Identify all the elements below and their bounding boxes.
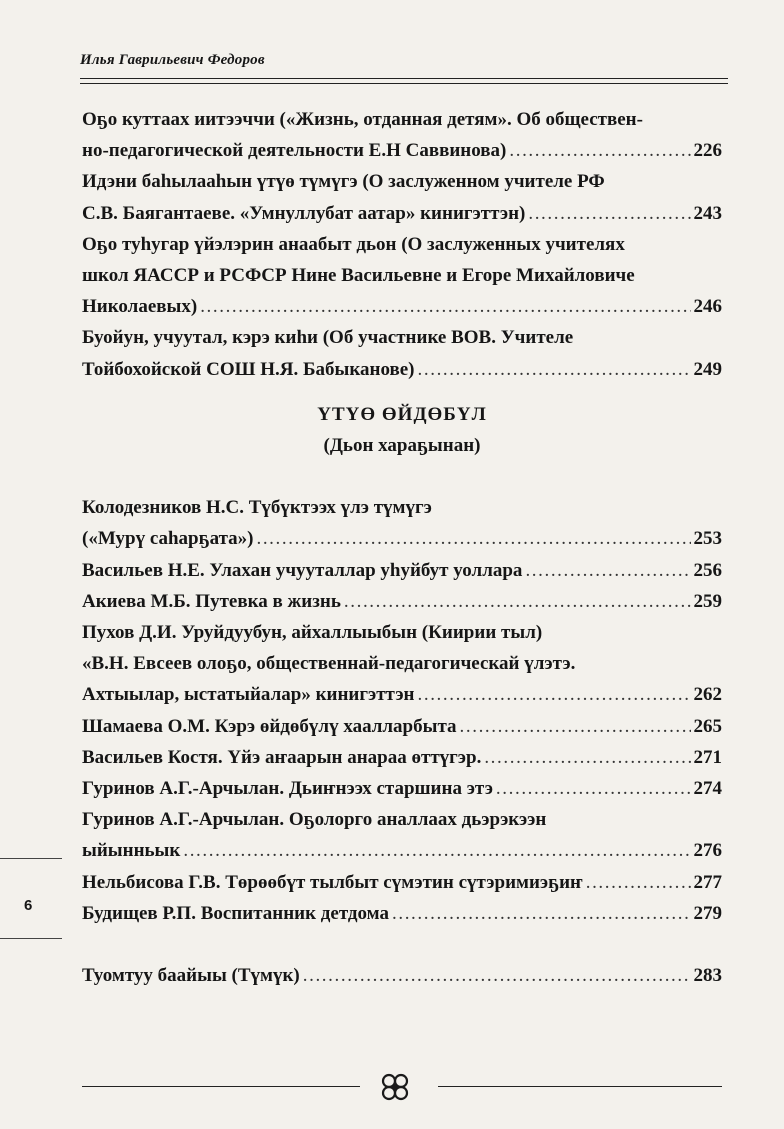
toc-entry-line: Оҕо куттаах иитээччи («Жизнь, отданная детям». Об обществен- <box>82 109 643 130</box>
toc-page-number: 243 <box>693 202 722 224</box>
toc-entry <box>82 711 722 742</box>
toc-entry-title: Васильев Костя. Үйэ аҥаарын анараа өттүгэр. <box>82 746 482 768</box>
toc-page-number: 277 <box>693 871 722 893</box>
dot-leader <box>256 523 690 554</box>
dot-leader <box>303 960 691 991</box>
toc-entry <box>82 586 722 617</box>
toc-entry-row <box>82 835 722 866</box>
toc-entry-title: ыйынньык <box>82 840 181 862</box>
toc-entry <box>82 960 722 991</box>
toc-entry-row <box>82 960 722 991</box>
toc-entry <box>82 104 722 166</box>
toc-entry-line: Колодезников Н.С. Түбүктээх үлэ түмүгэ <box>82 497 432 519</box>
toc-page-number: 279 <box>693 902 722 924</box>
toc-entry-title: Николаевых) <box>82 296 198 318</box>
toc-page-number: 256 <box>693 559 722 581</box>
footer-rule-right <box>438 1086 722 1087</box>
toc-entry <box>82 492 722 554</box>
footer-rule-left <box>82 1086 360 1087</box>
toc-entry-row <box>82 867 722 898</box>
toc-page-number: 276 <box>693 840 722 862</box>
toc-entry-line: Оҕо туһугар үйэлэрин анаабыт дьон (О заслуженных учителях <box>82 233 625 255</box>
toc-entry <box>82 898 722 929</box>
toc-entry-title: но-педагогической деятельности Е.Н Саввинова) <box>82 140 507 162</box>
toc-entry <box>82 322 722 384</box>
ornament-icon <box>380 1072 410 1102</box>
dot-leader <box>525 555 690 586</box>
toc-entry-row <box>82 898 722 929</box>
toc-page-number: 246 <box>693 296 722 318</box>
margin-rule-bottom <box>0 938 62 939</box>
toc-entry <box>82 773 722 804</box>
toc-entry-title: Акиева М.Б. Путевка в жизнь <box>82 590 341 612</box>
dot-leader <box>509 135 690 166</box>
toc-entry-line: Буойун, учуутал, кэрэ киһи (Об участнике ВОВ. Учителе <box>82 327 574 349</box>
toc-entry-line: «В.Н. Евсеев олоҕо, общественнай-педагогическай үлэтэ. <box>82 653 576 675</box>
toc-page-number: 249 <box>693 358 722 380</box>
toc-entry-row <box>82 679 722 710</box>
toc-entry-title: Тойбохойской СОШ Н.Я. Бабыканове) <box>82 358 415 380</box>
section-subtitle: (Дьон хараҕынан) <box>323 435 481 457</box>
toc-entry-line: Пухов Д.И. Уруйдуубун, айхаллыыбын (Киирии тыл) <box>82 622 543 644</box>
toc-entry-title: Будищев Р.П. Воспитанник детдома <box>82 902 389 924</box>
dot-leader <box>183 835 690 866</box>
toc-entry-row <box>82 555 722 586</box>
dot-leader <box>496 773 691 804</box>
toc-entry-title: Гуринов А.Г.-Арчылан. Дьиҥнээх старшина этэ <box>82 778 493 800</box>
toc-page-number: 283 <box>693 965 722 987</box>
toc-entry-line: Гуринов А.Г.-Арчылан. Оҕолорго аналлаах дьэрэкээн <box>82 809 547 831</box>
toc-entry-title: Туомтуу баайыы (Түмүк) <box>82 965 300 987</box>
toc-entry <box>82 867 722 898</box>
toc-entry <box>82 166 722 228</box>
toc-entry-title: Шамаева О.М. Кэрэ өйдөбүлү хаалларбыта <box>82 715 457 737</box>
toc-entry-line: школ ЯАССР и РСФСР Нине Васильевне и Егоре Михайловиче <box>82 265 635 287</box>
toc-entry-row <box>82 742 722 773</box>
header-rule-thin <box>80 83 728 84</box>
toc-page-number: 259 <box>693 590 722 612</box>
section-title: ҮТҮӨ ӨЙДӨБҮЛ <box>317 403 487 425</box>
toc-entry-row <box>82 291 722 322</box>
toc-entry-row <box>82 198 722 229</box>
dot-leader <box>528 198 690 229</box>
dot-leader <box>418 354 691 385</box>
toc-entry-title: Нельбисова Г.В. Төрөөбүт тылбыт сүмэтин сүтэримиэҕиҥ <box>82 871 583 893</box>
toc-entry-title: («Мурү саһарҕата») <box>82 528 254 550</box>
toc-entry-title: С.В. Баягантаеве. «Умнуллубат аатар» кинигэттэн) <box>82 202 526 224</box>
dot-leader <box>460 711 691 742</box>
toc-page-number: 226 <box>693 140 722 162</box>
header-rule <box>80 78 728 79</box>
toc-entry-row <box>82 523 722 554</box>
table-of-contents <box>82 104 722 991</box>
toc-entry-row <box>82 773 722 804</box>
dot-leader <box>344 586 691 617</box>
toc-entry <box>82 555 722 586</box>
page-number: 6 <box>24 897 33 914</box>
toc-entry <box>82 229 722 323</box>
toc-entry-row <box>82 135 722 166</box>
dot-leader <box>484 742 690 773</box>
dot-leader <box>200 291 690 322</box>
toc-entry-title: Ахтыылар, ыстатыйалар» кинигэттэн <box>82 684 415 706</box>
toc-entry-line: Идэни баһылааһын үтүө түмүгэ (О заслуженном учителе РФ <box>82 171 605 193</box>
toc-entry <box>82 742 722 773</box>
toc-entry-row <box>82 711 722 742</box>
spacer <box>82 929 722 960</box>
toc-entry-title: Васильев Н.Е. Улахан учууталлар уһуйбут уоллара <box>82 559 523 581</box>
toc-page-number: 271 <box>693 746 722 768</box>
toc-page-number: 274 <box>693 778 722 800</box>
running-head: Илья Гаврильевич Федоров <box>80 52 265 68</box>
toc-group-top <box>82 104 722 385</box>
toc-entry-row <box>82 586 722 617</box>
toc-entry <box>82 804 722 866</box>
toc-entry <box>82 617 722 711</box>
toc-group-section <box>82 492 722 929</box>
dot-leader <box>418 679 691 710</box>
toc-page-number: 253 <box>693 528 722 550</box>
toc-page-number: 262 <box>693 684 722 706</box>
spacer <box>82 461 722 492</box>
dot-leader <box>392 898 691 929</box>
toc-group-end <box>82 960 722 991</box>
toc-page-number: 265 <box>693 715 722 737</box>
margin-rule-top <box>0 858 62 859</box>
toc-entry-row <box>82 354 722 385</box>
dot-leader <box>586 867 691 898</box>
